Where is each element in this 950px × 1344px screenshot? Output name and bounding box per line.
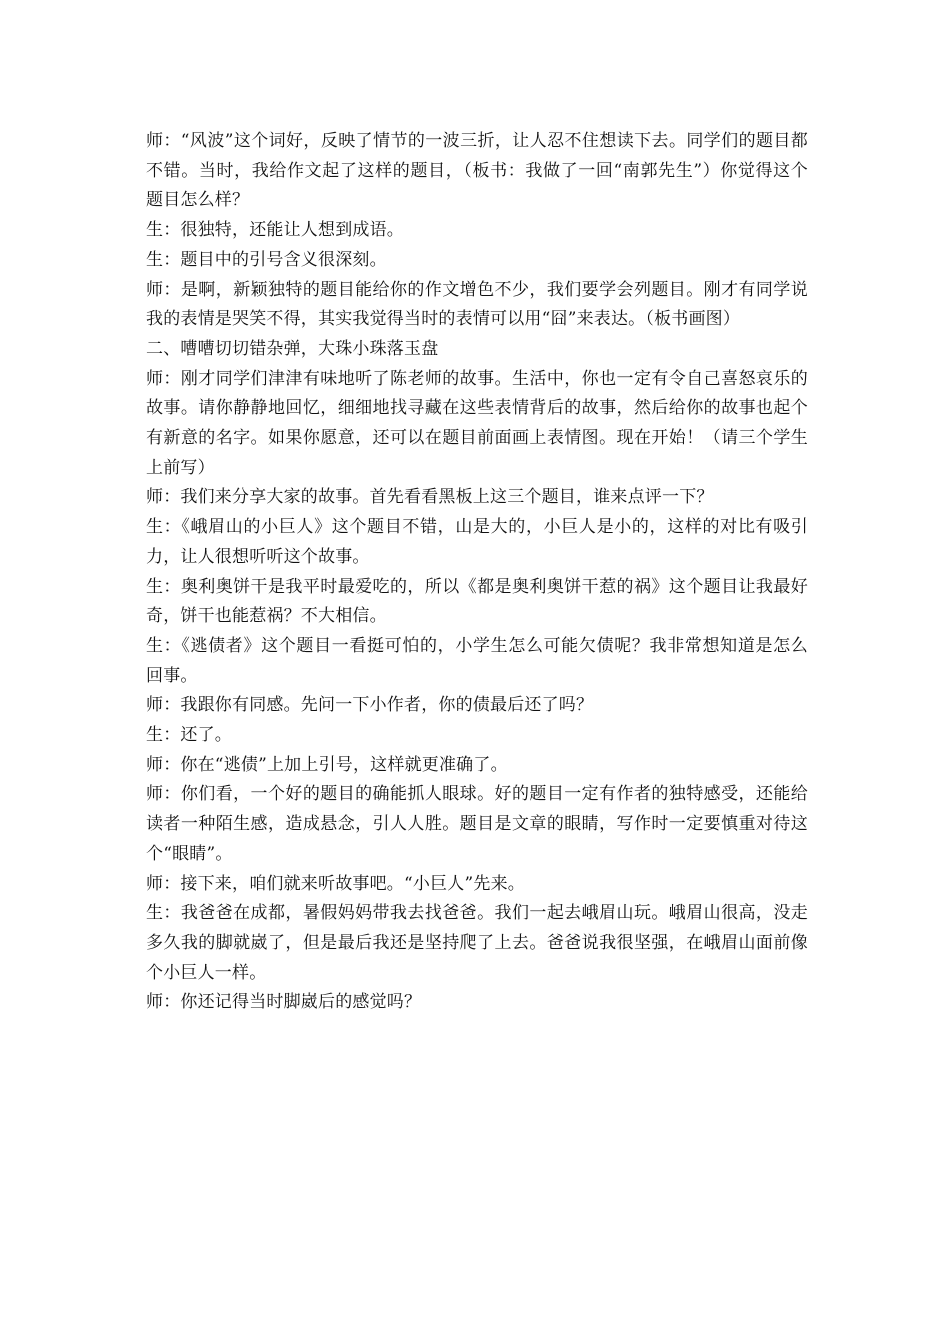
paragraph: 生：《峨眉山的小巨人》这个题目不错，山是大的，小巨人是小的，这样的对比有吸引力，让人很想听听这个故事。	[146, 517, 808, 567]
paragraph: 师：“风波”这个词好，反映了情节的一波三折，让人忍不住想读下去。同学们的题目都不错。当时，我给作文起了这样的题目，（板书：我做了一回“南郭先生”）你觉得这个题目怎么样？	[146, 131, 808, 211]
paragraph: 生：还了。	[146, 725, 232, 746]
paragraph: 师：是啊，新颖独特的题目能给你的作文增色不少，我们要学会列题目。刚才有同学说我的表情是哭笑不得，其实我觉得当时的表情可以用“囧”来表达。（板书画图）	[146, 279, 808, 330]
paragraph: 生：《逃债者》这个题目一看挺可怕的，小学生怎么可能欠债呢？我非常想知道是怎么回事。	[146, 635, 808, 686]
paragraph: 师：我跟你有同感。先问一下小作者，你的债最后还了吗？	[146, 695, 594, 716]
paragraph: 师：接下来，咱们就来听故事吧。“小巨人”先来。	[146, 873, 525, 894]
paragraph: 生：题目中的引号含义很深刻。	[146, 249, 387, 270]
paragraph: 生：很独特，还能让人想到成语。	[146, 220, 404, 241]
document-page	[146, 127, 808, 1018]
paragraph: 生：奥利奥饼干是我平时最爱吃的，所以《都是奥利奥饼干惹的祸》这个题目让我最好奇，饼干也能惹祸？不大相信。	[146, 576, 808, 627]
paragraph: 师：你们看，一个好的题目的确能抓人眼球。好的题目一定有作者的独特感受，还能给读者一种陌生感，造成悬念，引人人胜。题目是文章的眼睛，写作时一定要慎重对待这个“眼睛”。	[146, 784, 808, 864]
section-heading: 二、嘈嘈切切错杂弹，大珠小珠落玉盘	[146, 338, 439, 359]
paragraph: 生：我爸爸在成都，暑假妈妈带我去找爸爸。我们一起去峨眉山玩。峨眉山很高，没走多久我的脚就崴了，但是最后我还是坚持爬了上去。爸爸说我很坚强，在峨眉山面前像个小巨人一样。	[146, 903, 808, 983]
paragraph: 师：你还记得当时脚崴后的感觉吗？	[146, 992, 422, 1013]
paragraph: 师：刚才同学们津津有味地听了陈老师的故事。生活中，你也一定有令自己喜怒哀乐的故事。请你静静地回忆，细细地找寻藏在这些表情背后的故事，然后给你的故事也起个有新意的名字。如果你愿意，还可以在题目前面画上表情图。现在开始！（请三个学生上前写）	[146, 368, 808, 478]
paragraph: 师：你在“逃债”上加上引号，这样就更准确了。	[146, 754, 508, 775]
paragraph: 师：我们来分享大家的故事。首先看看黑板上这三个题目，谁来点评一下？	[146, 487, 714, 508]
